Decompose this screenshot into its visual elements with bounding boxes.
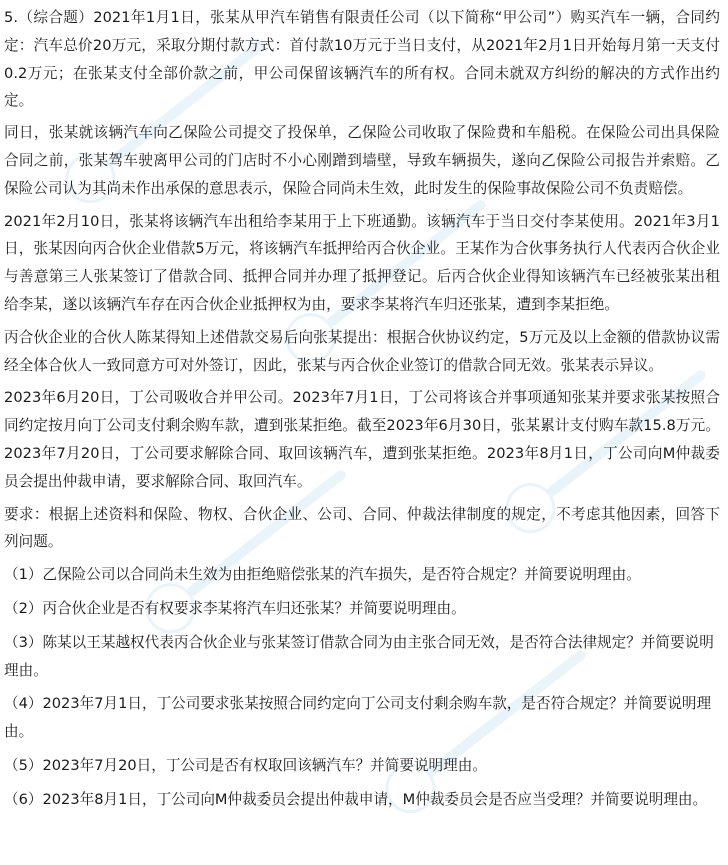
exam-question-document xyxy=(4,4,725,820)
question-item: （6）2023年8月1日，丁公司向M仲裁委员会提出仲裁申请，M仲裁委员会是否应当受理？并简要说明理由。 xyxy=(4,790,708,808)
case-paragraph-lease-mortgage: 2021年2月10日，张某将该辆汽车出租给李某用于上下班通勤。该辆汽车于当日交付李某使用。2021年3月1日，张某因向丙合伙企业借款5万元，将该辆汽车抵押给丙合伙企业。王某作为合伙事务执行人代表丙合伙企业与善意第三人张某签订了借款合同、抵押合同并办理了抵押登记。后丙合伙企业得知该辆汽车已经被张某出租给李某，遂以该辆汽车存在丙合伙企业抵押权为由，要求李某将汽车归还张某，遭到李某拒绝。 xyxy=(4,212,720,313)
requirements-paragraph: 要求：根据上述资料和保险、物权、合伙企业、公司、合同、仲裁法律制度的规定，不考虑其他因素，回答下列问题。 xyxy=(4,505,720,551)
case-paragraph-partner-objection: 丙合伙企业的合伙人陈某得知上述借款交易后向张某提出：根据合伙协议约定，5万元及以上金额的借款协议需经全体合伙人一致同意方可对外签订，因此，张某与丙合伙企业签订的借款合同无效。张某表示异议。 xyxy=(4,328,720,374)
question-item: （3）陈某以王某越权代表丙合伙企业与张某签订借款合同为由主张合同无效，是否符合法律规定？并简要说明理由。 xyxy=(4,633,714,679)
question-item: （2）丙合伙企业是否有权要求李某将汽车归还张某？并简要说明理由。 xyxy=(4,599,466,617)
case-paragraph-purchase: 5.（综合题）2021年1月1日，张某从甲汽车销售有限责任公司（以下简称“甲公司”）购买汽车一辆，合同约定：汽车总价20万元，采取分期付款方式：首付款10万元于当日支付，从2021年2月1日开始每月第一天支付 0.2万元；在张某支付全部价款之前，甲公司保留该辆汽车的所有权。合同未就双方纠纷的解决的方式作出约定。 xyxy=(4,9,725,110)
question-item: （5）2023年7月20日，丁公司是否有权取回该辆汽车？并简要说明理由。 xyxy=(4,756,487,774)
question-item: （4）2023年7月1日，丁公司要求张某按照合同约定向丁公司支付剩余购车款，是否符合规定？并简要说明理由。 xyxy=(4,695,712,741)
case-paragraph-insurance: 同日，张某就该辆汽车向乙保险公司提交了投保单，乙保险公司收取了保险费和车船税。在保险公司出具保险合同之前，张某驾车驶离甲公司的门店时不小心刚蹭到墙壁，导致车辆损失，遂向乙保险公司报告并索赔。乙保险公司认为其尚未作出承保的意思表示，保险合同尚未生效，此时发生的保险事故保险公司不负责赔偿。 xyxy=(4,124,720,197)
case-paragraph-merger-arbitration: 2023年6月20日，丁公司吸收合并甲公司。2023年7月1日，丁公司将该合并事项通知张某并要求张某按照合同约定按月向丁公司支付剩余购车款，遭到张某拒绝。截至2023年6月30日，张某累计支付购车款15.8万元。2023年7月20日，丁公司要求解除合同、取回该辆汽车，遭到张某拒绝。2023年8月1日，丁公司向M仲裁委员会提出仲裁申请，要求解除合同、取回汽车。 xyxy=(4,389,720,490)
question-item: （1）乙保险公司以合同尚未生效为由拒绝赔偿张某的汽车损失，是否符合规定？并简要说明理由。 xyxy=(4,566,641,584)
